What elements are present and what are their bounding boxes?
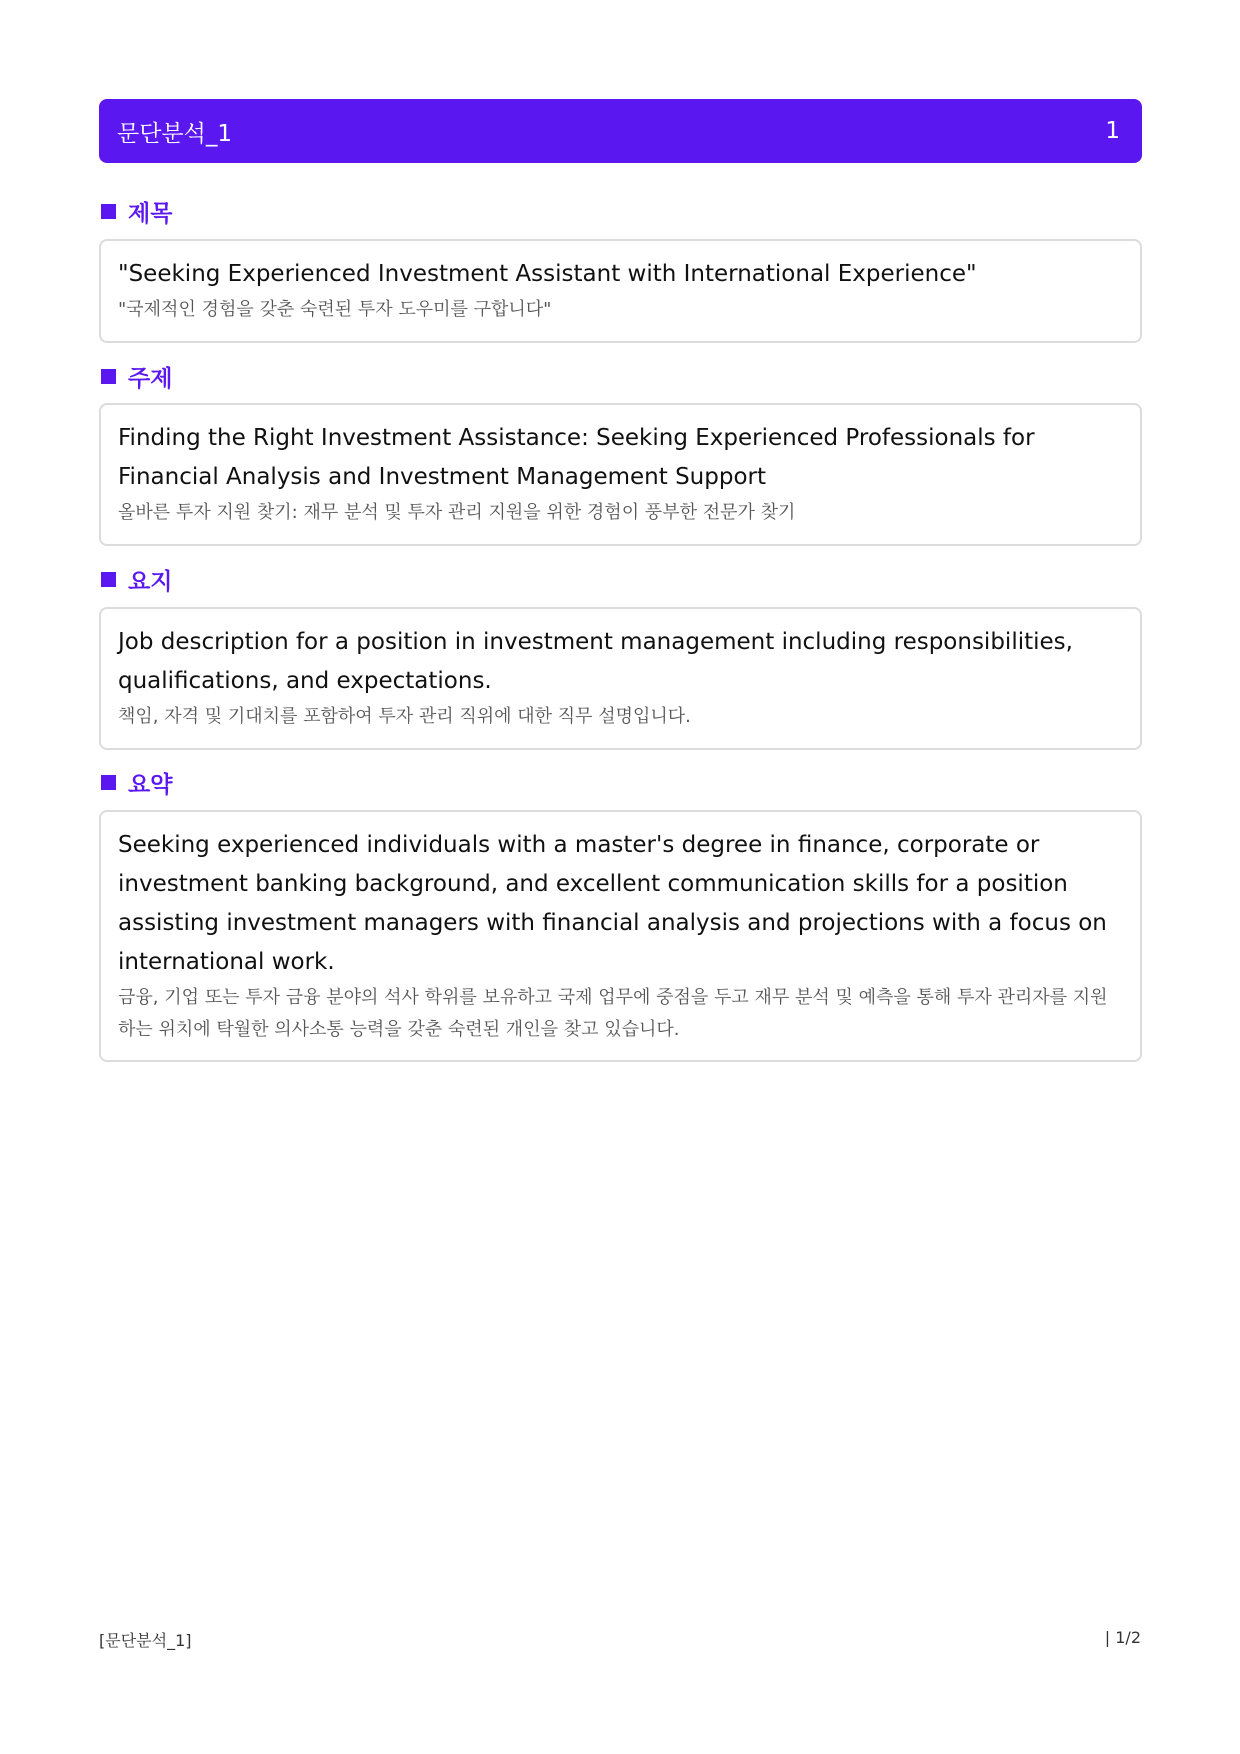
section-label-gist: 요지: [101, 563, 172, 596]
document-number: 1: [1105, 118, 1120, 144]
topic-english: Finding the Right Investment Assistance: Seeking Experienced Professionals for Financial Analysis and Investment Management Support: [118, 425, 1035, 490]
square-bullet-icon: [101, 369, 116, 384]
summary-english: Seeking experienced individuals with a master's degree in finance, corporate or investment banking background, and excellent communication skills for a position assisting investment managers with financial analysis and projections with a focus on international work.: [118, 832, 1107, 975]
title-korean: "국제적인 경험을 갖춘 숙련된 투자 도우미를 구합니다": [118, 299, 552, 320]
title-card: [99, 239, 1142, 343]
gist-korean: 책임, 자격 및 기대치를 포함하여 투자 관리 직위에 대한 직무 설명입니다.: [118, 706, 691, 727]
section-label-title: 제목: [101, 195, 172, 228]
summary-card: [99, 810, 1142, 1062]
gist-card: [99, 607, 1142, 750]
footer-document-label: [문단분석_1]: [99, 1631, 192, 1650]
header-bar: [99, 99, 1142, 163]
document-title: 문단분석_1: [117, 120, 233, 147]
summary-korean: 금융, 기업 또는 투자 금융 분야의 석사 학위를 보유하고 국제 업무에 중점을 두고 재무 분석 및 예측을 통해 투자 관리자를 지원하는 위치에 탁월한 의사소통 능력을 갖춘 숙련된 개인을 찾고 있습니다.: [118, 987, 1108, 1040]
square-bullet-icon: [101, 572, 116, 587]
section-label-topic: 주제: [101, 360, 172, 393]
title-english: "Seeking Experienced Investment Assistant with International Experience": [118, 261, 977, 287]
square-bullet-icon: [101, 204, 116, 219]
topic-card: [99, 403, 1142, 546]
topic-korean: 올바른 투자 지원 찾기: 재무 분석 및 투자 관리 지원을 위한 경험이 풍부한 전문가 찾기: [118, 502, 796, 523]
footer-page-number: | 1/2: [1104, 1628, 1141, 1647]
section-label-summary: 요약: [101, 766, 172, 799]
square-bullet-icon: [101, 775, 116, 790]
gist-english: Job description for a position in investment management including responsibilities, qualifications, and expectations.: [118, 629, 1073, 694]
